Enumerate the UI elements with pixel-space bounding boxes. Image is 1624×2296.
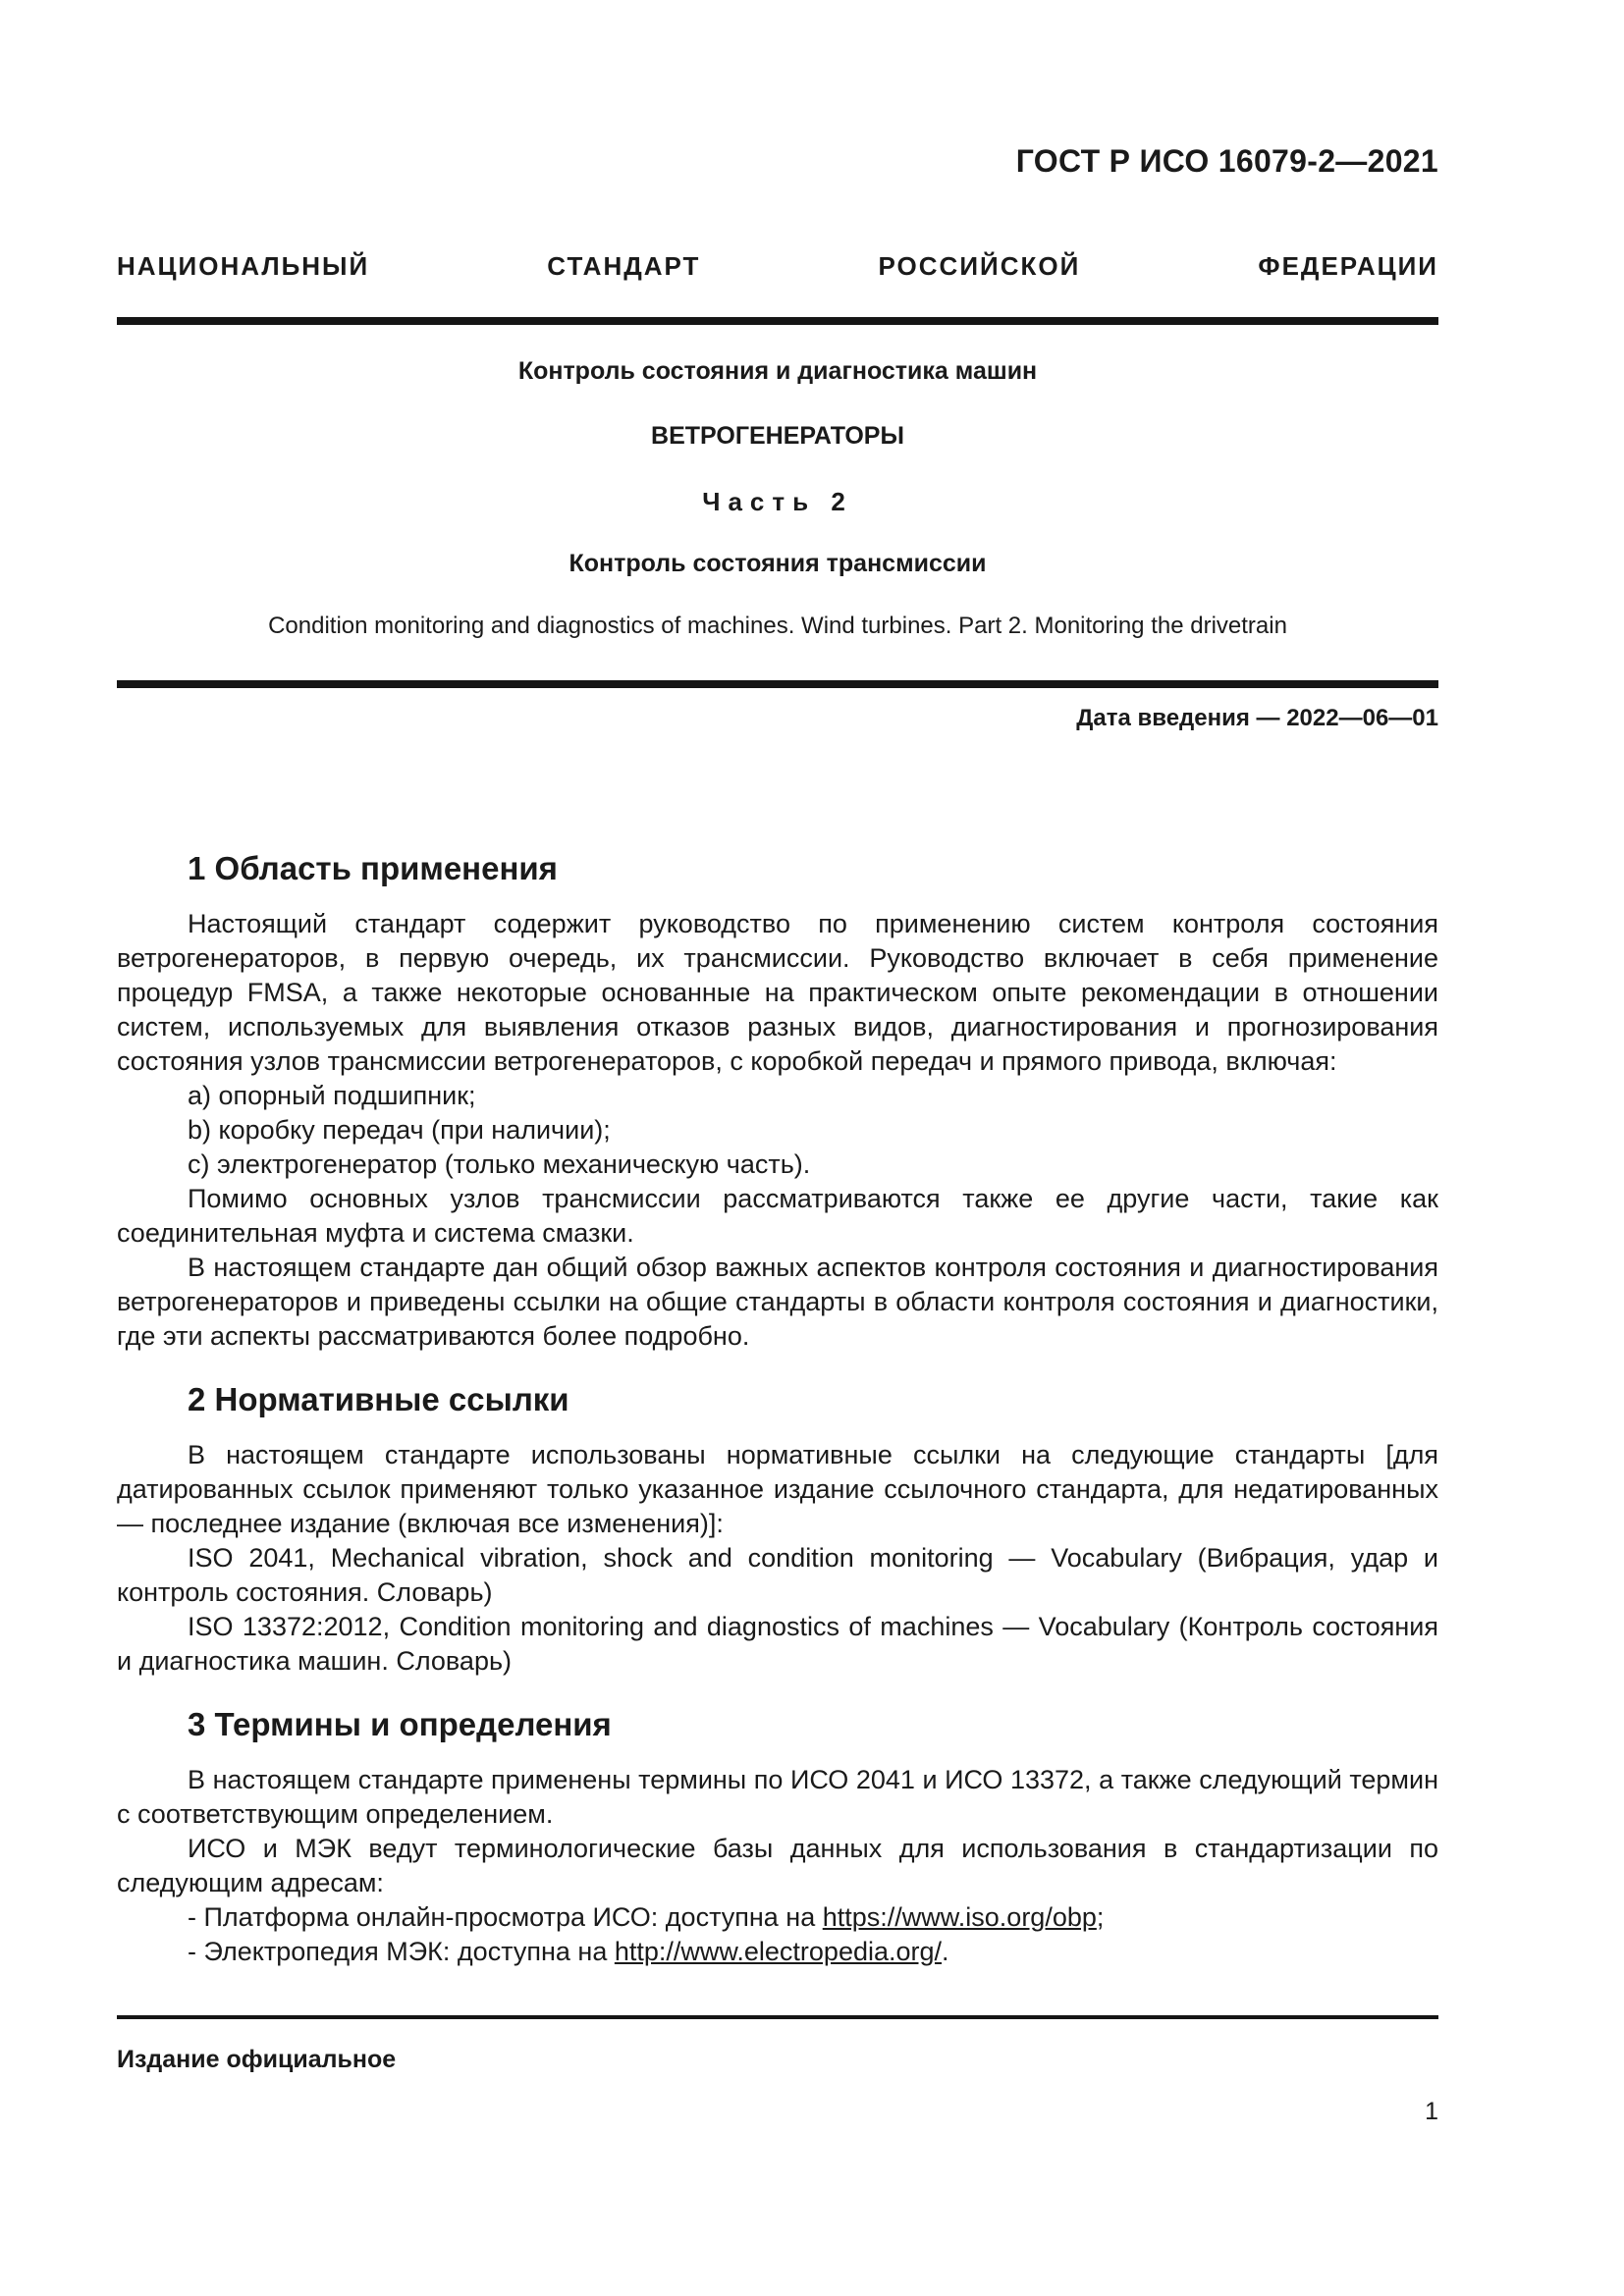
section-heading: 3 Термины и определения (188, 1706, 612, 1742)
document-subtitle: Контроль состояния и диагностика машин (517, 357, 1038, 385)
section-normative-references (117, 1379, 1438, 1679)
national-standard-banner: НАЦИОНАЛЬНЫЙ СТАНДАРТ РОССИЙСКОЙ ФЕДЕРАЦИИ (117, 251, 1438, 281)
english-title: Condition monitoring and diagnostics of machines. Wind turbines. Part 2. Monitoring the drivetrain (268, 613, 1287, 639)
list-item: c) электрогенератор (только механическую часть). (188, 1149, 811, 1179)
document-code: ГОСТ Р ИСО 16079-2—2021 (1015, 143, 1438, 179)
part-title: Контроль состояния трансмиссии (568, 550, 987, 577)
list-item: b) коробку передач (при наличии); (188, 1115, 611, 1145)
reference-item: ISO 13372:2012, Condition monitoring and diagnostics of machines — Vocabulary (Контроль состояния и диагностика машин. Словарь) (117, 1612, 1438, 1676)
paragraph: В настоящем стандарте использованы нормативные ссылки на следующие стандарты [для датированных ссылок применяют только указанное издание ссылочного стандарта, для недатированных — последнее издание (включая все изменения)]: (117, 1440, 1438, 1538)
paragraph: В настоящем стандарте дан общий обзор важных аспектов контроля состояния и диагностирования ветрогенераторов и приведены ссылки на общие стандарты в области контроля состояния и диагностики, где эти аспекты рассматриваются более подробно. (117, 1253, 1438, 1351)
page-number: 1 (1425, 2098, 1438, 2125)
edition-label: Издание официальное (117, 2046, 397, 2073)
list-item: - Платформа онлайн-просмотра ИСО: доступна на https://www.iso.org/obp; (188, 1902, 1105, 1932)
footer-divider (117, 2015, 1438, 2019)
list-item: a) опорный подшипник; (188, 1081, 476, 1110)
paragraph: ИСО и МЭК ведут терминологические базы данных для использования в стандартизации по следующим адресам: (117, 1834, 1438, 1897)
document-title: ВЕТРОГЕНЕРАТОРЫ (651, 422, 904, 450)
document-body (117, 848, 1438, 1995)
section-scope (117, 848, 1438, 1354)
title-divider (117, 680, 1438, 688)
list-item: - Электропедия МЭК: доступна на http://www.electropedia.org/. (188, 1937, 949, 1966)
section-heading: 2 Нормативные ссылки (188, 1381, 569, 1417)
section-heading: 1 Область применения (188, 850, 558, 886)
reference-item: ISO 2041, Mechanical vibration, shock and condition monitoring — Vocabulary (Вибрация, удар и контроль состояния. Словарь) (117, 1543, 1438, 1607)
paragraph: Помимо основных узлов трансмиссии рассматриваются также ее другие части, такие как соединительная муфта и система смазки. (117, 1184, 1438, 1248)
paragraph: В настоящем стандарте применены термины по ИСО 2041 и ИСО 13372, а также следующий термин с соответствующим определением. (117, 1765, 1438, 1829)
part-number: Часть 2 (702, 487, 853, 516)
top-divider (117, 317, 1438, 325)
electropedia-link[interactable]: http://www.electropedia.org/ (614, 1937, 943, 1966)
introduction-date: Дата введения — 2022—06—01 (1076, 705, 1438, 731)
paragraph: Настоящий стандарт содержит руководство по применению систем контроля состояния ветрогенераторов, в первую очередь, их трансмиссии. Руководство включает в себя применение процедур FMSA, а также некоторые основанные на практическом опыте рекомендации в отношении систем, используемых для выявления отказов разных видов, диагностирования и прогнозирования состояния узлов трансмиссии ветрогенераторов, с коробкой передач и прямого привода, включая: (117, 909, 1438, 1076)
section-terms (117, 1704, 1438, 1969)
iso-obp-link[interactable]: https://www.iso.org/obp (822, 1902, 1097, 1932)
